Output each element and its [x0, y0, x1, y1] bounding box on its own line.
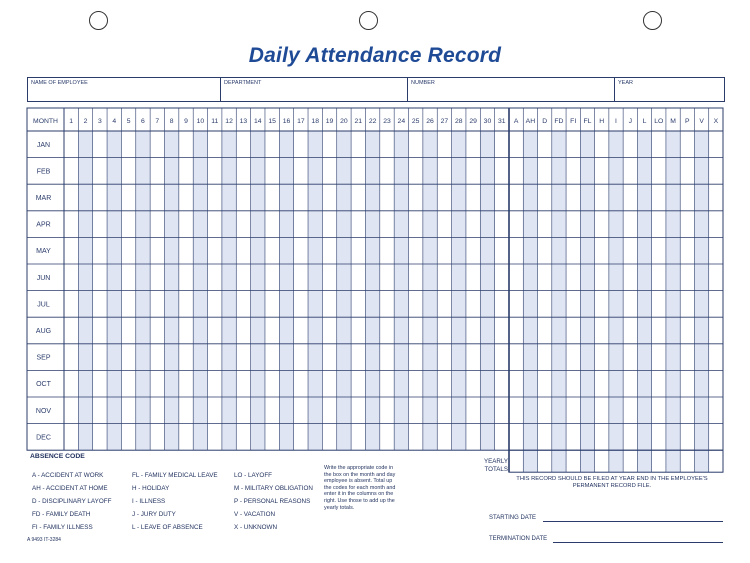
- absence-code-title: ABSENCE CODE: [30, 453, 85, 460]
- day-header-27: 27: [440, 118, 449, 125]
- code-header-fi: FI: [570, 118, 577, 125]
- code-column-shade: [523, 131, 537, 472]
- code-item: X - UNKNOWN: [234, 524, 278, 531]
- code-item: FI - FAMILY ILLNESS: [32, 524, 93, 531]
- day-header-18: 18: [311, 118, 319, 125]
- month-label-sep: SEP: [36, 354, 51, 362]
- code-item: H - HOLIDAY: [132, 485, 170, 492]
- page-title: Daily Attendance Record: [248, 44, 502, 67]
- month-label-jul: JUL: [37, 301, 50, 309]
- employee-name-label: NAME OF EMPLOYEE: [31, 80, 88, 86]
- month-label-dec: DEC: [36, 434, 51, 442]
- day-header-4: 4: [112, 118, 117, 125]
- day-header-9: 9: [184, 118, 188, 125]
- day-header-10: 10: [196, 118, 205, 125]
- day-header-24: 24: [397, 118, 406, 125]
- termination-date-label: TERMINATION DATE: [489, 536, 548, 542]
- code-item: M - MILITARY OBLIGATION: [234, 485, 313, 492]
- code-item: D - DISCIPLINARY LAYOFF: [32, 498, 112, 505]
- day-header-2: 2: [83, 118, 88, 125]
- month-label-apr: APR: [36, 221, 51, 229]
- day-header-23: 23: [383, 118, 391, 125]
- code-header-l: L: [642, 118, 647, 125]
- code-header-a: A: [513, 118, 519, 125]
- code-header-h: H: [599, 118, 605, 125]
- department-label: DEPARTMENT: [224, 80, 262, 86]
- day-header-12: 12: [225, 118, 233, 125]
- day-header-28: 28: [454, 118, 463, 125]
- month-label-feb: FEB: [36, 168, 51, 176]
- day-header-5: 5: [126, 118, 131, 125]
- code-item: LO - LAYOFF: [234, 472, 273, 479]
- day-header-17: 17: [297, 118, 305, 125]
- starting-date-label: STARTING DATE: [489, 515, 537, 521]
- form-number: A 9493 IT-3284: [27, 537, 61, 543]
- day-header-8: 8: [169, 118, 174, 125]
- code-column-shade: [666, 131, 680, 472]
- code-header-v: V: [699, 118, 704, 125]
- day-header-21: 21: [354, 118, 363, 125]
- code-item: I - ILLNESS: [132, 498, 166, 505]
- month-label-may: MAY: [36, 248, 51, 256]
- code-header-x: X: [713, 118, 719, 125]
- day-header-16: 16: [282, 118, 291, 125]
- day-header-30: 30: [483, 118, 492, 125]
- yearly-totals-label: YEARLY TOTALS: [484, 458, 508, 473]
- code-header-i: I: [615, 118, 617, 125]
- day-header-20: 20: [340, 118, 348, 125]
- day-header-14: 14: [254, 118, 262, 125]
- month-column-header: MONTH: [33, 118, 58, 125]
- code-column-shade: [694, 131, 708, 472]
- month-label-mar: MAR: [35, 195, 52, 202]
- day-header-6: 6: [141, 118, 145, 125]
- month-label-aug: AUG: [35, 328, 52, 335]
- code-column-shade: [580, 131, 594, 472]
- code-header-d: D: [542, 118, 548, 125]
- filing-note: THIS RECORD SHOULD BE FILED AT YEAR END IN THE EMPLOYEE'S PERMANENT RECORD FILE.: [516, 476, 708, 490]
- day-header-3: 3: [97, 118, 102, 125]
- code-header-fd: FD: [554, 118, 564, 125]
- day-header-31: 31: [498, 118, 506, 125]
- starting-date-line[interactable]: [543, 521, 723, 522]
- month-label-jan: JAN: [36, 141, 51, 149]
- code-header-ah: AH: [525, 118, 536, 125]
- code-item: P - PERSONAL REASONS: [234, 498, 311, 505]
- day-header-19: 19: [325, 118, 334, 125]
- day-header-26: 26: [426, 118, 434, 125]
- code-column-shade: [609, 131, 623, 472]
- code-header-lo: LO: [654, 118, 664, 125]
- day-header-1: 1: [69, 118, 74, 125]
- code-item: V - VACATION: [234, 511, 276, 518]
- day-header-22: 22: [368, 118, 377, 125]
- code-item: L - LEAVE OF ABSENCE: [132, 524, 203, 531]
- termination-date-line[interactable]: [553, 542, 723, 543]
- code-item: FL - FAMILY MEDICAL LEAVE: [132, 472, 218, 479]
- month-label-jun: JUN: [36, 274, 51, 282]
- code-header-fl: FL: [583, 118, 592, 125]
- code-header-m: M: [670, 118, 676, 125]
- code-item: A - ACCIDENT AT WORK: [32, 472, 104, 479]
- day-header-11: 11: [211, 118, 219, 125]
- day-header-13: 13: [239, 118, 248, 125]
- day-header-29: 29: [469, 118, 477, 125]
- day-header-15: 15: [268, 118, 276, 125]
- year-label: YEAR: [618, 80, 633, 86]
- code-header-p: P: [685, 118, 690, 125]
- day-header-25: 25: [411, 118, 420, 125]
- code-item: AH - ACCIDENT AT HOME: [32, 485, 108, 492]
- code-column-shade: [552, 131, 566, 472]
- day-header-7: 7: [155, 118, 160, 125]
- number-label: NUMBER: [411, 80, 435, 86]
- code-item: J - JURY DUTY: [132, 511, 176, 518]
- code-item: FD - FAMILY DEATH: [32, 511, 91, 518]
- code-column-shade: [637, 131, 651, 472]
- instructions-text: Write the appropriate code in the box on the month and day employee is absent. Total up the codes for each month and enter it in the columns on the right. Use those to add up the yearly totals.: [324, 465, 396, 511]
- month-label-nov: NOV: [35, 407, 52, 415]
- code-header-j: J: [628, 118, 632, 125]
- month-label-oct: OCT: [36, 381, 51, 389]
